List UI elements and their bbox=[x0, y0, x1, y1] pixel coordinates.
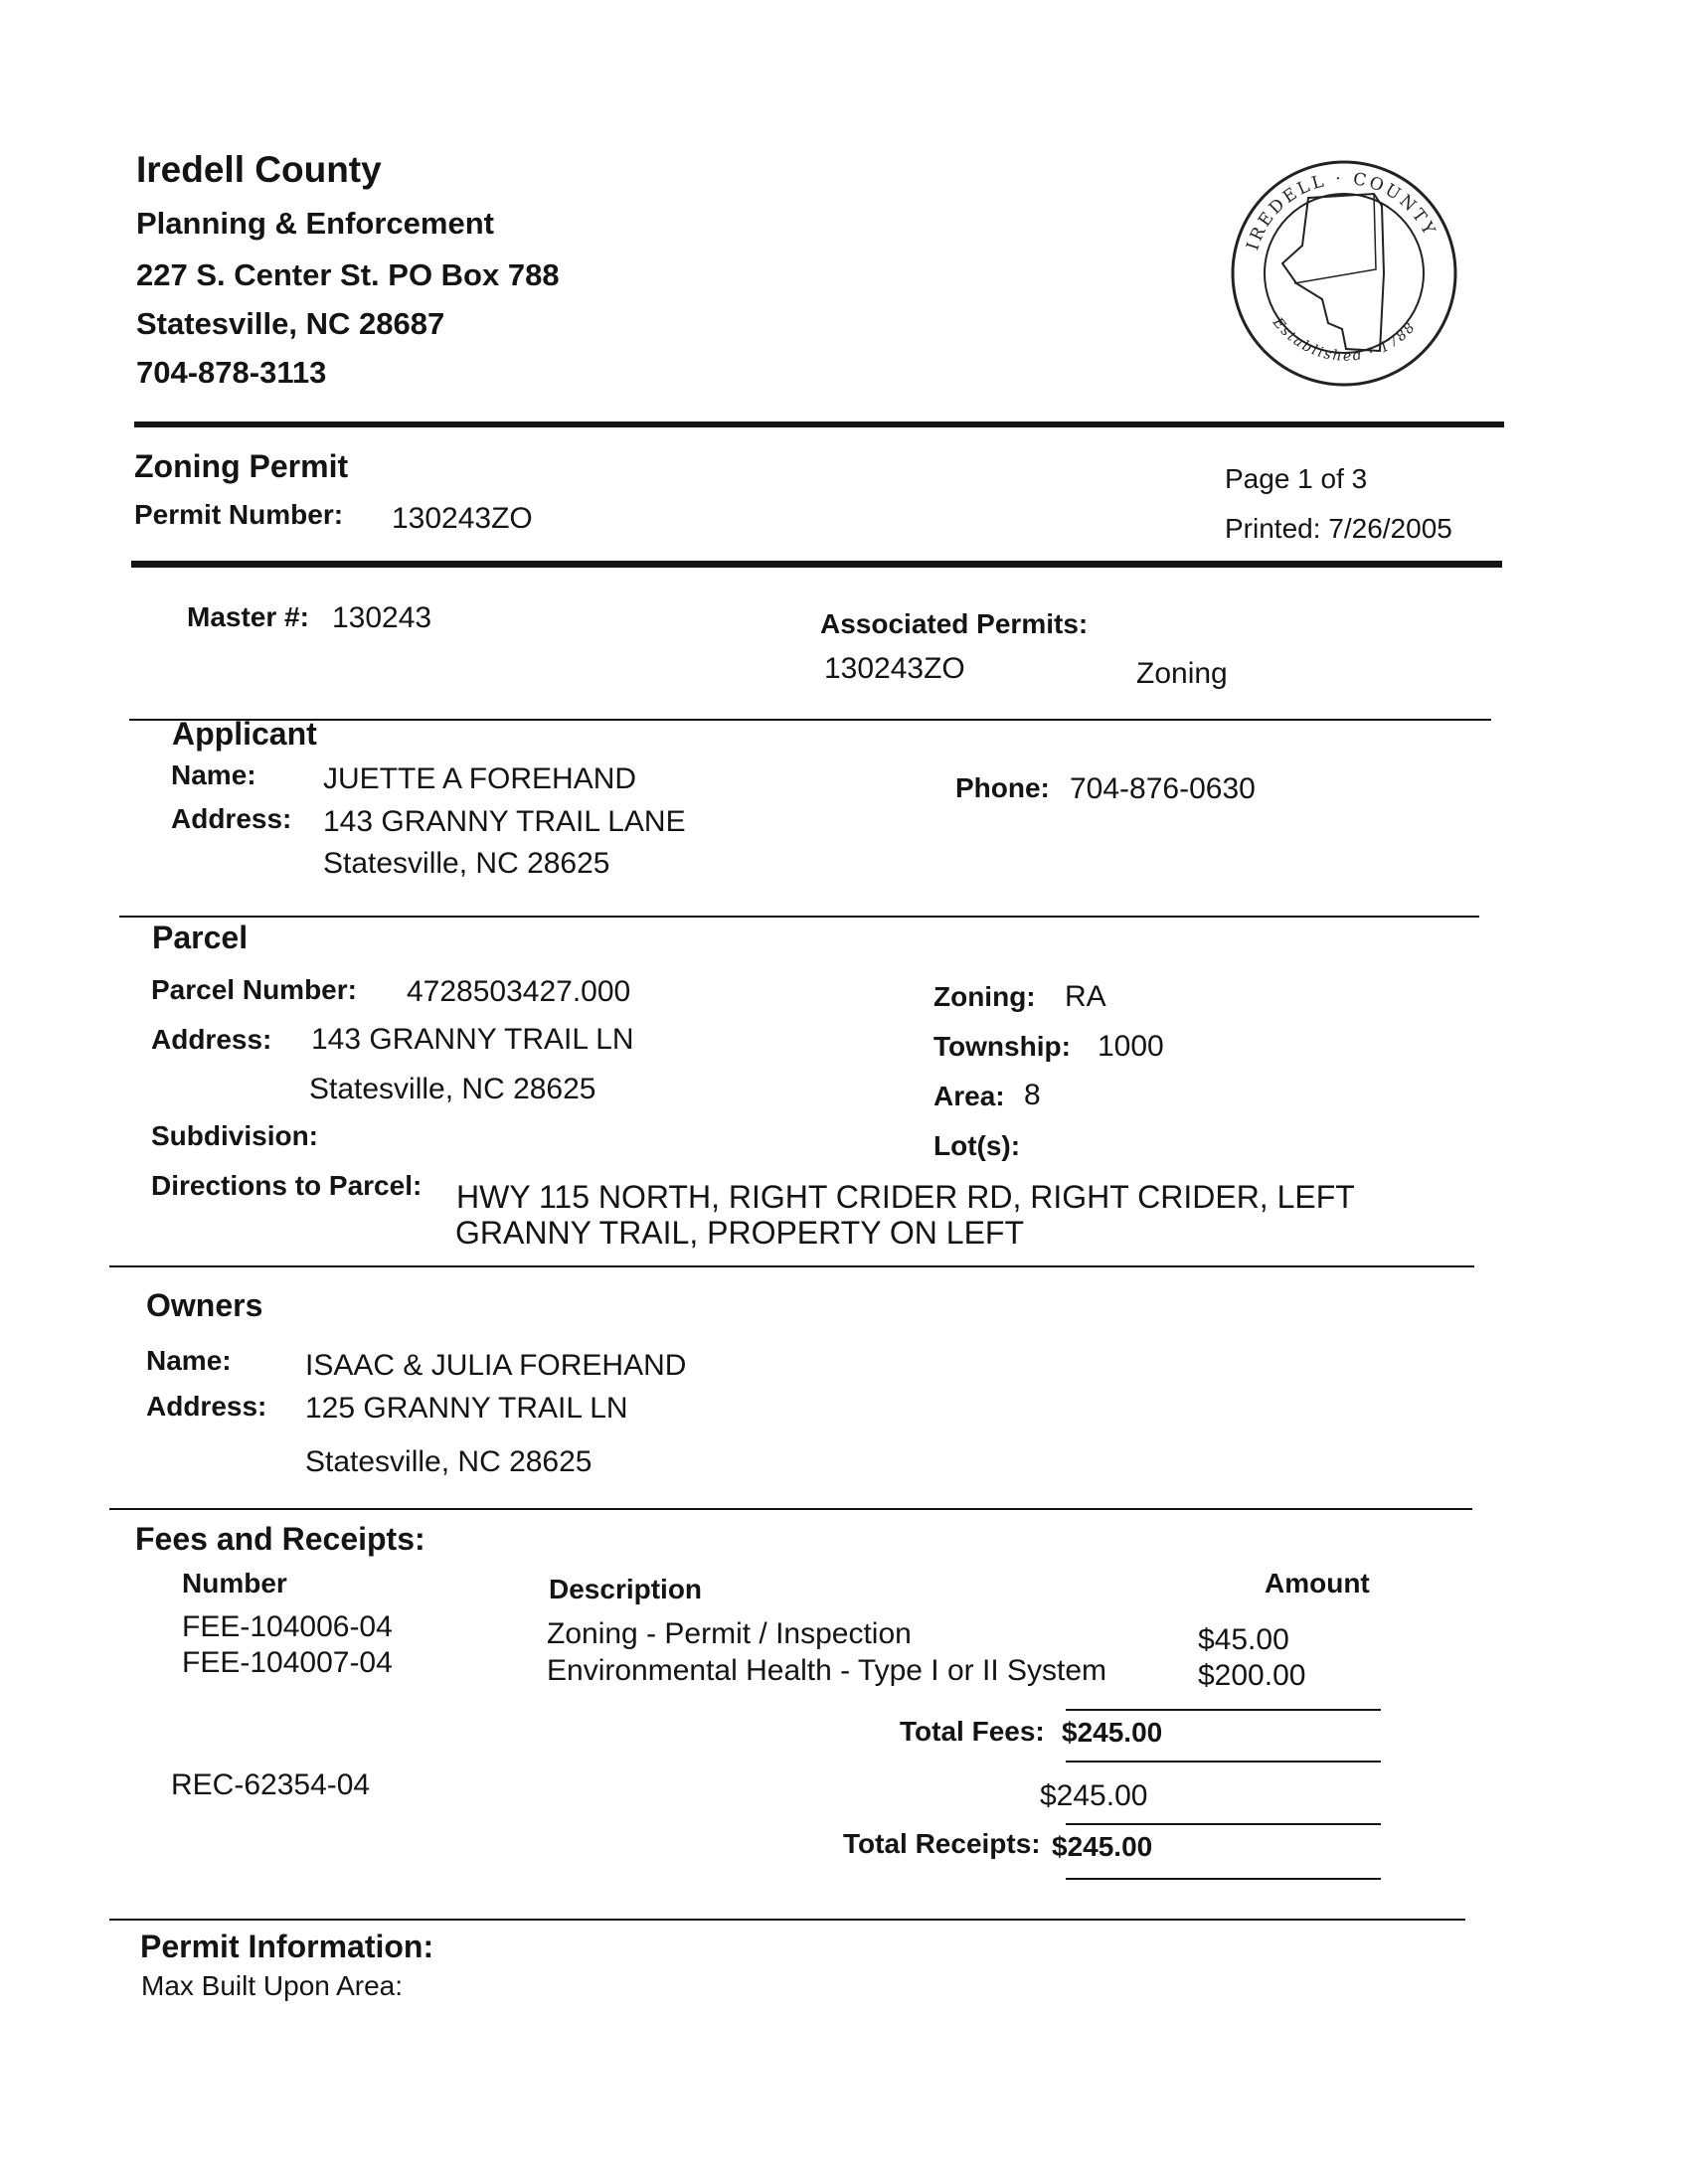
area-label: Area: bbox=[933, 1081, 1005, 1111]
agency-phone: 704-878-3113 bbox=[136, 355, 327, 390]
area-value: 8 bbox=[1024, 1079, 1041, 1111]
parcel-heading: Parcel bbox=[152, 920, 249, 955]
associated-permit-number: 130243ZO bbox=[824, 652, 965, 685]
owner-name: ISAAC & JULIA FOREHAND bbox=[305, 1349, 687, 1382]
fees-subtotal-rule bbox=[1066, 1709, 1381, 1711]
permit-number-label: Permit Number: bbox=[134, 499, 344, 530]
associated-permit-type: Zoning bbox=[1136, 657, 1228, 690]
applicant-phone: 704-876-0630 bbox=[1070, 772, 1256, 805]
receipts-subtotal-rule bbox=[1066, 1823, 1381, 1825]
fees-col-number: Number bbox=[182, 1568, 287, 1598]
directions-line2: GRANNY TRAIL, PROPERTY ON LEFT bbox=[455, 1215, 1024, 1251]
svg-text:Established · 1788: Established · 1788 bbox=[1269, 314, 1420, 365]
max-built-upon-area-label: Max Built Upon Area: bbox=[141, 1970, 404, 2001]
printed-date: Printed: 7/26/2005 bbox=[1225, 513, 1452, 544]
page-indicator: Page 1 of 3 bbox=[1225, 463, 1368, 494]
owner-address-label: Address: bbox=[146, 1391, 267, 1422]
directions-line1: HWY 115 NORTH, RIGHT CRIDER RD, RIGHT CRIDER, LEFT bbox=[456, 1179, 1355, 1215]
owners-heading: Owners bbox=[146, 1287, 263, 1323]
lots-label: Lot(s): bbox=[933, 1130, 1021, 1161]
parcel-address-line1: 143 GRANNY TRAIL LN bbox=[311, 1023, 634, 1056]
fees-col-description: Description bbox=[549, 1574, 703, 1604]
total-fees-value: $245.00 bbox=[1062, 1717, 1163, 1748]
applicant-name: JUETTE A FOREHAND bbox=[323, 762, 637, 795]
owner-address-line2: Statesville, NC 28625 bbox=[305, 1445, 593, 1478]
owners-divider bbox=[109, 1508, 1472, 1510]
fee-description: Environmental Health - Type I or II System bbox=[547, 1654, 1107, 1687]
total-receipts-value: $245.00 bbox=[1052, 1831, 1153, 1862]
permit-info-heading: Permit Information: bbox=[140, 1929, 434, 1964]
owner-name-label: Name: bbox=[146, 1345, 232, 1376]
receipts-total-rule bbox=[1066, 1878, 1381, 1880]
fees-total-rule bbox=[1066, 1761, 1381, 1763]
owner-address-line1: 125 GRANNY TRAIL LN bbox=[305, 1392, 628, 1425]
county-seal-icon bbox=[1225, 154, 1463, 393]
header-divider bbox=[134, 421, 1504, 427]
fee-number: FEE-104006-04 bbox=[182, 1610, 393, 1643]
associated-permits-label: Associated Permits: bbox=[820, 608, 1089, 639]
parcel-divider bbox=[109, 1265, 1474, 1267]
applicant-phone-label: Phone: bbox=[955, 772, 1050, 803]
permit-title: Zoning Permit bbox=[134, 448, 349, 484]
directions-label: Directions to Parcel: bbox=[151, 1170, 423, 1201]
master-label: Master #: bbox=[187, 601, 309, 632]
fees-divider bbox=[109, 1919, 1465, 1921]
zoning-value: RA bbox=[1065, 980, 1106, 1013]
svg-text:IREDELL · COUNTY: IREDELL · COUNTY bbox=[1243, 168, 1440, 253]
agency-city: Statesville, NC 28687 bbox=[136, 306, 445, 341]
fee-number: FEE-104007-04 bbox=[182, 1646, 393, 1679]
applicant-heading: Applicant bbox=[172, 716, 317, 752]
agency-name: Iredell County bbox=[136, 149, 382, 190]
agency-department: Planning & Enforcement bbox=[136, 206, 494, 241]
fee-description: Zoning - Permit / Inspection bbox=[547, 1617, 912, 1650]
zoning-label: Zoning: bbox=[933, 981, 1036, 1012]
applicant-name-label: Name: bbox=[171, 759, 256, 790]
total-receipts-label: Total Receipts: bbox=[843, 1828, 1041, 1859]
master-divider bbox=[129, 719, 1491, 721]
applicant-address-line2: Statesville, NC 28625 bbox=[323, 847, 610, 880]
total-fees-label: Total Fees: bbox=[900, 1716, 1045, 1747]
parcel-number: 4728503427.000 bbox=[407, 975, 631, 1008]
fee-amount: $45.00 bbox=[1198, 1623, 1289, 1656]
applicant-divider bbox=[119, 916, 1479, 918]
applicant-address-label: Address: bbox=[171, 803, 292, 834]
master-number: 130243 bbox=[332, 601, 432, 634]
fees-col-amount: Amount bbox=[1265, 1568, 1370, 1598]
township-label: Township: bbox=[933, 1031, 1071, 1062]
township-value: 1000 bbox=[1098, 1030, 1164, 1063]
receipt-amount: $245.00 bbox=[1040, 1779, 1148, 1812]
parcel-address-label: Address: bbox=[151, 1024, 272, 1055]
parcel-address-line2: Statesville, NC 28625 bbox=[309, 1073, 596, 1105]
fees-heading: Fees and Receipts: bbox=[135, 1521, 425, 1557]
permit-number: 130243ZO bbox=[392, 502, 533, 535]
fee-amount: $200.00 bbox=[1198, 1659, 1306, 1692]
parcel-number-label: Parcel Number: bbox=[151, 974, 357, 1005]
permit-divider bbox=[131, 561, 1502, 568]
subdivision-label: Subdivision: bbox=[151, 1120, 318, 1151]
applicant-address-line1: 143 GRANNY TRAIL LANE bbox=[323, 805, 686, 838]
agency-street: 227 S. Center St. PO Box 788 bbox=[136, 257, 560, 292]
receipt-number: REC-62354-04 bbox=[171, 1768, 371, 1801]
